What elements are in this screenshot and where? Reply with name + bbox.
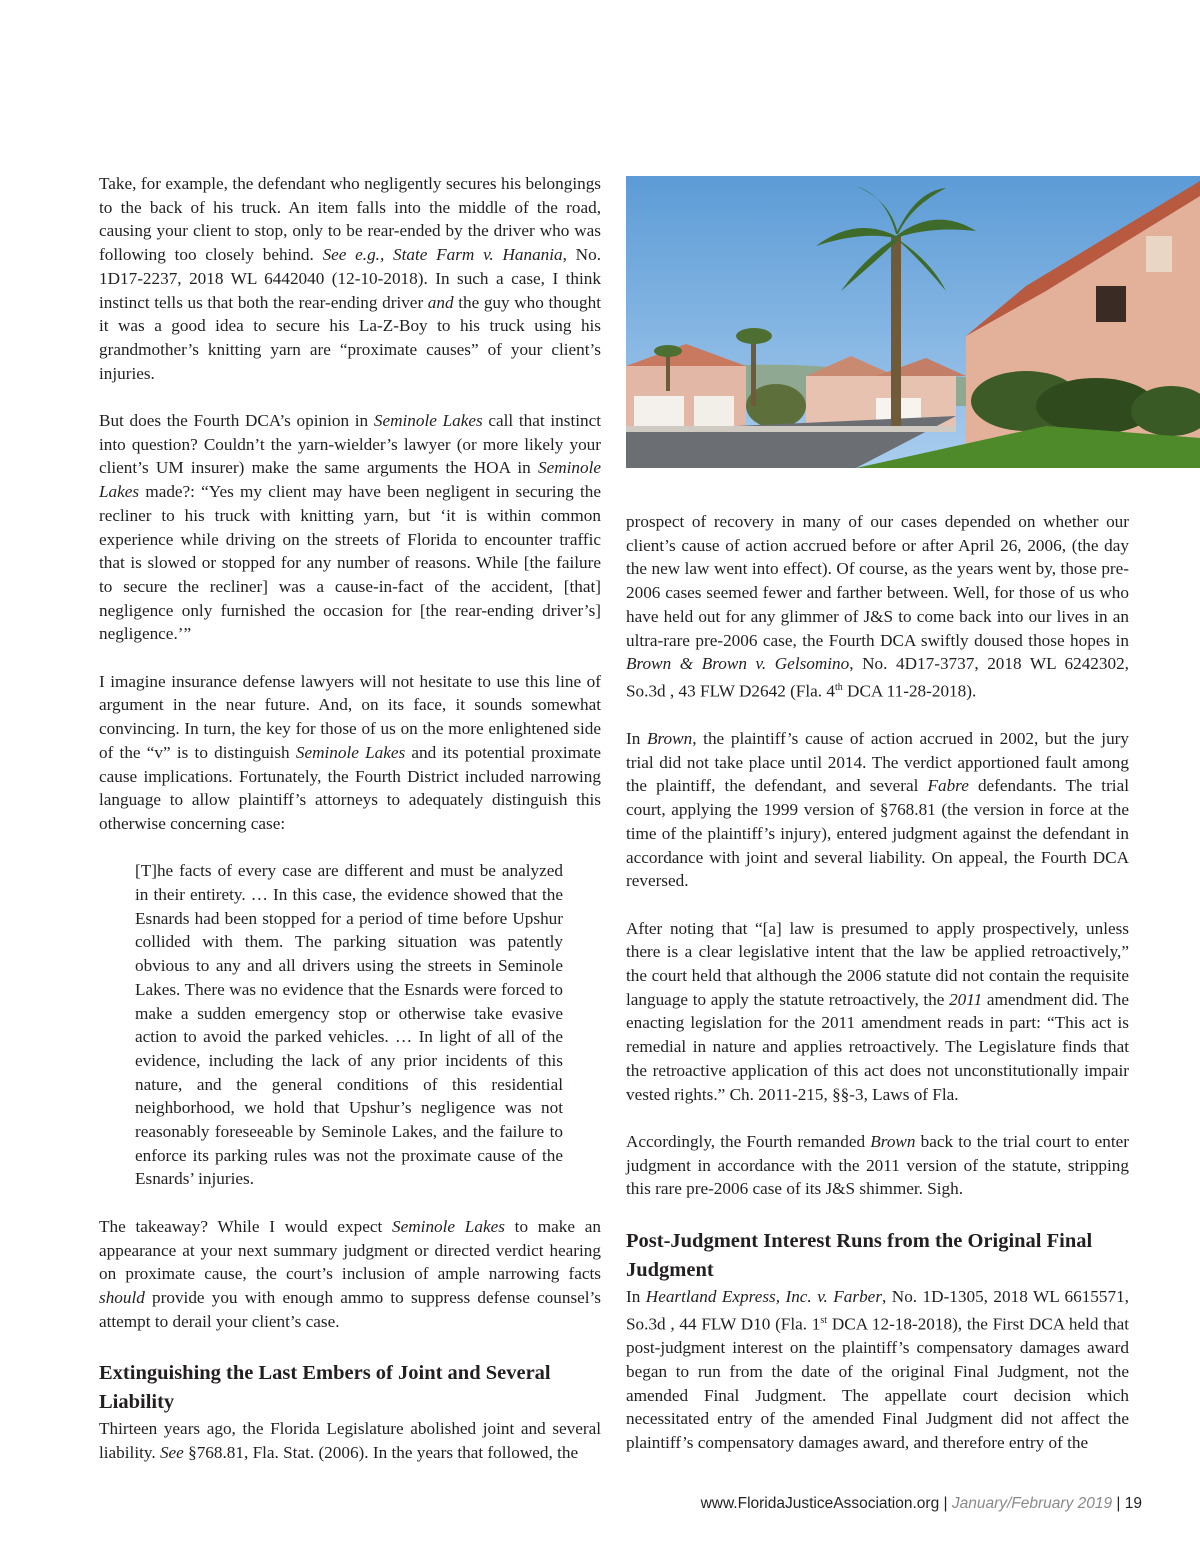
page-number: 19 [1124,1495,1142,1512]
text-run: defendants. The trial court, applying the 1999 version of §768.81 (the version in force at the time of the plaintiff’s injury), entered judgment against the defendant in accordance with joint and several liability. On appeal, the Fourth DCA reversed. [626,776,1129,891]
paragraph [99,1215,601,1334]
paragraph [99,670,601,836]
text-run: back to the trial court to enter judgment in accordance with the 2011 version of the statute, stripping this rare pre-2006 case of its J&S shimmer. Sigh. [626,1131,1129,1199]
text-run: I imagine insurance defense lawyers will not hesitate to use this line of argument in the near future. And, on its face, it sounds somewhat convincing. In turn, the key for those of us on the more enlightened side of the “v” is to distinguish [99,671,601,762]
italic-text: See [159,1443,184,1463]
text-run: The takeaway? While I would expect [99,1216,393,1236]
text-run: , No. 4D17-3737, 2018 WL 6242302, So.3d , 43 FLW D2642 (Fla. 4 [626,654,1129,701]
paragraph [99,172,601,385]
italic-text: 2011 [949,989,983,1009]
neighborhood-photo [626,176,1200,468]
text-run: provide you with enough ammo to suppress defense counsel’s attempt to derail your client’s case. [99,1287,601,1331]
section-heading: Extinguishing the Last Embers of Joint and Several Liability [99,1362,551,1414]
text-run: After noting that “[a] law is presumed to apply prospectively, unless there is a clear legislative intent that the law be applied retroactively,” the court held that although the 2006 statute did not contain the requisite language to apply the statute retroactively, the [626,918,1129,1009]
italic-text: Seminole Lakes [373,411,483,431]
paragraph [99,409,601,646]
italic-text: See e.g., State Farm v. Hanania [322,245,563,265]
footer-separator: | [1112,1495,1125,1512]
text-run: [T]he facts of every case are different and must be analyzed in their entirety. … In this case, the evidence showed that the Esnards had been stopped for a period of time before Upshur collided with them. The parking situation was patently obvious to any and all drivers using the streets in Seminole Lakes. There was no evidence that the Esnards were forced to make a sudden emergency stop or otherwise take evasive action to avoid the parked vehicles. … In light of all of the evidence, including the lack of any prior incidents of this nature, and the general conditions of this residential neighborhood, we hold that Upshur’s negligence was not reasonably foreseeable by Seminole Lakes, and the failure to enforce its parking rules was not the proximate cause of the Esnards’ injuries. [135,861,563,1189]
text-run: In [626,1287,646,1307]
italic-text: Heartland Express, Inc. v. Farber [645,1287,883,1307]
left-column [99,172,601,1465]
text-run: the guy who thought it was a good idea to secure his La-Z-Boy to his truck using his grandmother’s knitting yarn are “proximate causes” of your client’s injuries. [99,292,601,383]
footer-url[interactable]: www.FloridaJusticeAssociation.org [700,1495,940,1512]
text-run: , No. 1D-1305, 2018 WL 6615571, So.3d , 44 FLW D10 (Fla. 1 [626,1287,1129,1334]
text-run: , No. 1D17-2237, 2018 WL 6442040 (12-10-2018). In such a case, I think instinct tells us that both the rear-ending driver [99,245,601,312]
right-column [626,510,1129,1455]
text-run: call that instinct into question? Couldn’t the yarn-wielder’s lawyer (or more likely your client’s UM insurer) make the same arguments the HOA in [99,411,601,478]
text-run: DCA 11-28-2018). [842,681,977,701]
italic-text: and [427,292,454,312]
footer-separator: | [939,1495,952,1512]
text-run: In [626,729,647,749]
text-run: But does the Fourth DCA’s opinion in [99,411,374,431]
paragraph [626,1285,1129,1455]
italic-text: Seminole Lakes [99,458,601,502]
section-heading: Post-Judgment Interest Runs from the Original Final Judgment [626,1230,1093,1282]
text-run: Thirteen years ago, the Florida Legislature abolished joint and several liability. [99,1419,601,1463]
paragraph [99,1417,601,1464]
italic-text: Seminole Lakes [295,742,406,762]
text-run: §768.81, Fla. Stat. (2006). In the years that followed, the [183,1443,579,1463]
paragraph [626,510,1129,703]
page-footer [701,1495,1142,1513]
footer-issue: January/February 2019 [951,1495,1113,1512]
text-run: Take, for example, the defendant who negligently secures his belongings to the back of his truck. An item falls into the middle of the road, causing your client to stop, only to be rear-ended by the driver who was following too closely behind. [99,174,601,265]
neighborhood-photo-svg [626,176,1200,468]
italic-text: Brown [870,1131,916,1151]
text-run: made?: “Yes my client may have been negligent in securing the recliner to his truck with knitting yarn, but ‘it is within common experience while driving on the streets of Florida to encounter traffic that is slowed or stopped for any number of reasons. While [the failure to secure the recliner] was a cause-in-fact of the accident, [that] negligence only furnished the occasion for [the rear-ending driver’s] negligence.’” [99,482,601,644]
superscript-text: th [834,681,843,693]
italic-text: Brown [647,729,693,749]
italic-text: should [99,1287,145,1307]
block-quote [135,859,563,1191]
italic-text: Fabre [927,776,969,796]
paragraph [626,727,1129,893]
paragraph [626,917,1129,1107]
italic-text: Brown & Brown v. Gelsomino [626,654,850,674]
italic-text: Seminole Lakes [392,1216,505,1236]
text-run: Accordingly, the Fourth remanded [626,1131,871,1151]
text-run: prospect of recovery in many of our cases depended on whether our client’s cause of action accrued before or after April 26, 2006, (the day the new law went into effect). Of course, as the years went by, those pre-2006 cases seemed fewer and farther between. Well, for those of us who have held out for any glimmer of J&S to come back into our lives in an ultra-rare pre-2006 case, the Fourth DCA swiftly doused those hopes in [626,512,1129,650]
text-run: DCA 12-18-2018), the First DCA held that post-judgment interest on the plaintiff’s compensatory damages award began to run from the date of the original Final Judgment, not the amended Final Judgment. The appellate court decision which necessitated entry of the amended Final Judgment did not affect the plaintiff’s compensatory damages award, and therefore entry of the [626,1314,1129,1453]
text-run: , the plaintiff’s cause of action accrued in 2002, but the jury trial did not take place until 2014. The verdict apportioned fault among the plaintiff, the defendant, and several [626,729,1129,796]
text-run: to make an appearance at your next summary judgment or directed verdict hearing on proximate cause, the court’s inclusion of ample narrowing facts [99,1216,602,1284]
paragraph [626,1130,1129,1201]
text-run: amendment did. The enacting legislation for the 2011 amendment reads in part: “This act is remedial in nature and applies retroactively. The Legislature finds that the retroactive application of this act does not unconstitutionally impair vested rights.” Ch. 2011-215, §§-3, Laws of Fla. [626,989,1129,1104]
superscript-text: st [820,1314,828,1326]
text-run: and its potential proximate cause implications. Fortunately, the Fourth District included narrowing language to allow plaintiff’s attorneys to adequately distinguish this otherwise concerning case: [99,742,601,833]
